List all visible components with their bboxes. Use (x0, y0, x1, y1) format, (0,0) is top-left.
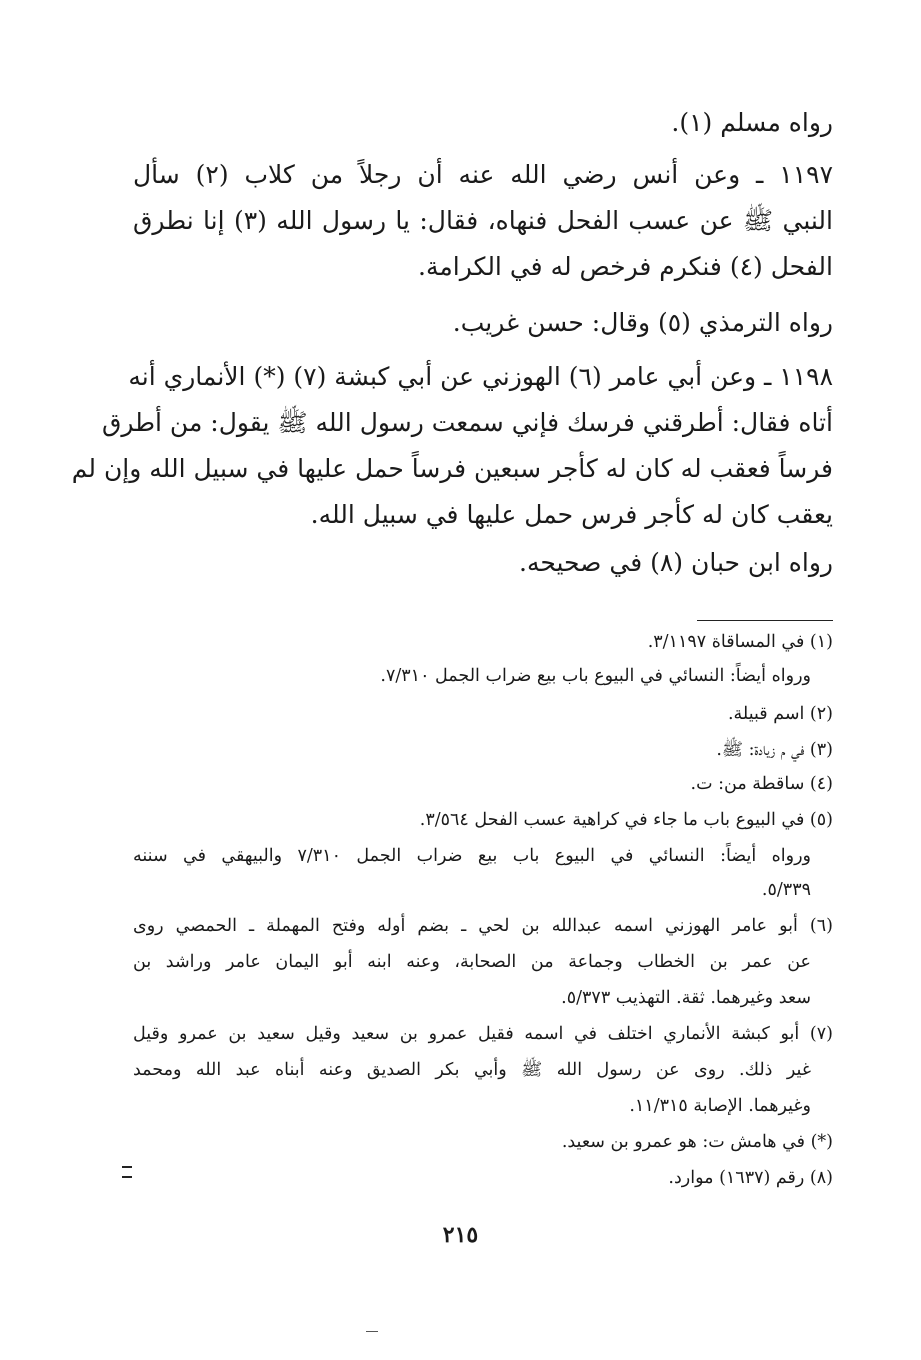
text-line: النبي ﷺ عن عسب الفحل فنهاه، فقال: يا رسول الله (٣) إنا نطرق (133, 206, 833, 235)
footnote: (٢) اسم قبيلة. (727, 704, 833, 724)
footnote-continuation: وغيرهما. الإصابة ١١/٣١٥. (629, 1096, 811, 1116)
footnote: (٥) في البيوع باب ما جاء في كراهية عسب الفحل ٣/٥٦٤. (419, 810, 833, 830)
footnote: (٦) أبو عامر الهوزني اسمه عبدالله بن لحي ـ بضم أوله وفتح المهملة ـ الحمصي روى (133, 916, 833, 936)
footnote: (١) في المساقاة ٣/١١٩٧. (647, 632, 833, 652)
footnote: (٣) في م زيادة: ﷺ. (716, 740, 833, 760)
scan-mark (366, 1331, 378, 1332)
page-number: ٢١٥ (442, 1222, 479, 1248)
text-line: فرساً فعقب له كان له كأجر سبعين فرساً حمل عليها في سبيل الله وإن لم (71, 454, 833, 483)
footnote: (*) في هامش ت: هو عمرو بن سعيد. (561, 1132, 833, 1152)
text-line: رواه مسلم (١). (671, 108, 833, 137)
hadith-1198-line: ١١٩٨ ـ وعن أبي عامر (٦) الهوزني عن أبي كبشة (٧) (*) الأنماري أنه (128, 362, 833, 391)
text-line: رواه ابن حبان (٨) في صحيحه. (519, 548, 833, 577)
footnote-continuation: ٥/٣٣٩. (761, 880, 811, 900)
footnote-continuation: ورواه أيضاً: النسائي في البيوع باب بيع ضراب الجمل ٧/٣١٠. (380, 666, 811, 686)
text-line: الفحل (٤) فنكرم فرخص له في الكرامة. (418, 252, 833, 281)
margin-mark (122, 1166, 132, 1178)
footnote-continuation: سعد وغيرهما. ثقة. التهذيب ٥/٣٧٣. (561, 988, 811, 1008)
text-line: رواه الترمذي (٥) وقال: حسن غريب. (452, 308, 833, 337)
text-line: يعقب كان له كأجر فرس حمل عليها في سبيل الله. (310, 500, 833, 529)
footnote-continuation: عن عمر بن الخطاب وجماعة من الصحابة، وعنه ابنه أبو اليمان عامر وراشد بن (133, 952, 811, 972)
footnote-continuation: ورواه أيضاً: النسائي في البيوع باب بيع ضراب الجمل ٧/٣١٠ والبيهقي في سننه (133, 846, 811, 866)
footnote: (٨) رقم (١٦٣٧) موارد. (668, 1168, 833, 1188)
footnote: (٤) ساقطة من: ت. (690, 774, 833, 794)
text-line: أتاه فقال: أطرقني فرسك فإني سمعت رسول الله ﷺ يقول: من أطرق (101, 408, 833, 437)
hadith-1197-line: ١١٩٧ ـ وعن أنس رضي الله عنه أن رجلاً من كلاب (٢) سأل (133, 160, 833, 189)
footnote-divider (697, 620, 833, 621)
footnote-continuation: غير ذلك. روى عن رسول الله ﷺ وأبي بكر الصديق وعنه أبناه عبد الله ومحمد (133, 1060, 811, 1080)
footnote: (٧) أبو كبشة الأنماري اختلف في اسمه فقيل عمرو بن سعيد وقيل سعيد بن عمرو وقيل (133, 1024, 833, 1044)
